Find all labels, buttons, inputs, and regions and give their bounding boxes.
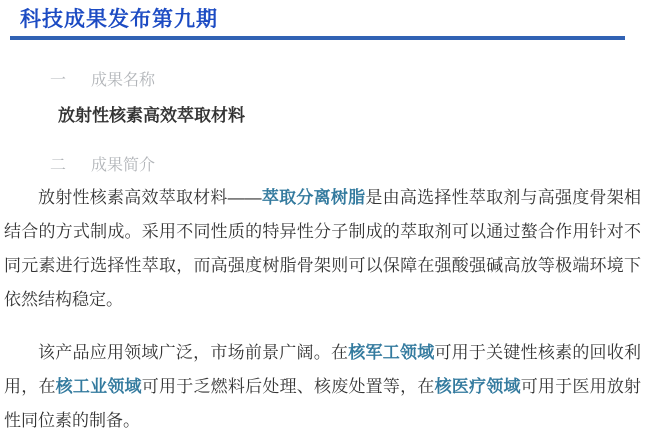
- paragraph-intro: [4, 181, 641, 317]
- section-number: 二: [50, 157, 67, 174]
- page-title: 科技成果发布第九期: [20, 8, 218, 31]
- document-body: [0, 71, 645, 438]
- text-run: 该产品应用领域广泛，市场前景广阔。在: [38, 343, 349, 362]
- paragraph-applications: [4, 336, 641, 438]
- highlighted-term-resin: 萃取分离树脂: [261, 188, 366, 207]
- section-heading-result-name: [4, 71, 641, 90]
- result-name: 放射性核素高效萃取材料: [58, 106, 245, 125]
- highlighted-term-nuclear-industry: 核工业领域: [55, 377, 142, 396]
- section-number: 一: [50, 72, 67, 89]
- section-label: 成果简介: [91, 157, 156, 174]
- text-run: 是由高选择性萃取剂与高强度骨架相结合的方式制成。采用不同性质的特异性分子制成的萃取剂可以通过螯合作用针对不同元素进行选择性萃取，而高强度树脂骨架则可以保障在强酸强碱高放等极端环境下依然结构稳定。: [4, 188, 642, 309]
- document-header: [0, 8, 645, 40]
- header-divider: [10, 36, 625, 40]
- text-run: 可用于关键性核素的回收利用，在: [4, 343, 642, 396]
- section-heading-result-intro: [4, 156, 641, 175]
- text-run: 放射性核素高效萃取材料——: [38, 188, 262, 207]
- text-run: 可用于乏燃料后处理、核废处置等，在: [141, 377, 435, 396]
- section-label: 成果名称: [91, 72, 156, 89]
- text-run: 可用于医用放射性同位素的制备。: [4, 377, 642, 430]
- highlighted-term-nuclear-medical: 核医疗领域: [434, 377, 521, 396]
- highlighted-term-nuclear-military: 核军工领域: [348, 343, 435, 362]
